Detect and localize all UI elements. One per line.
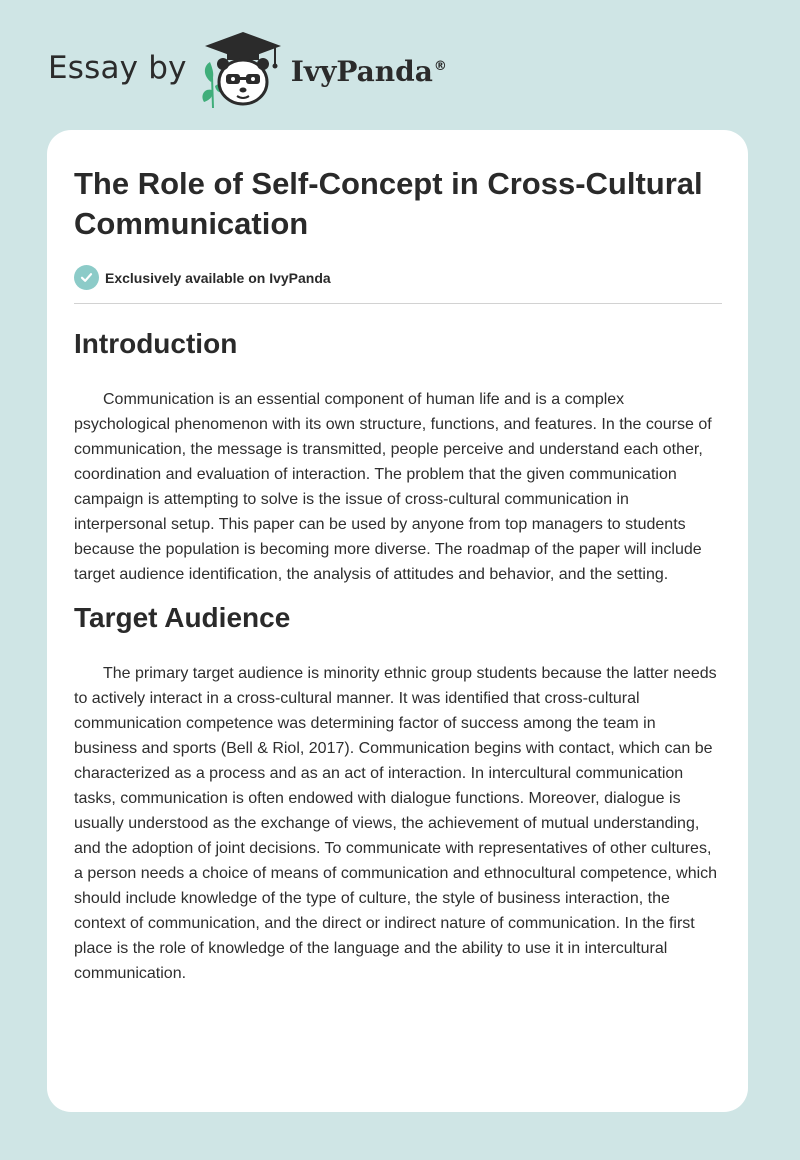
section-heading: Target Audience — [74, 602, 291, 633]
brand-name-text: IvyPanda — [290, 54, 433, 88]
brand-prefix: Essay by — [48, 50, 187, 86]
section-introduction — [74, 327, 722, 587]
section-heading: Introduction — [74, 328, 238, 359]
registered-mark: ® — [433, 59, 447, 75]
badge-text: Exclusively available on IvyPanda — [105, 269, 331, 286]
check-circle-icon — [74, 265, 99, 290]
section-paragraph: Communication is an essential component of human life and is a complex psychological phenomenon with its own structure, functions, and features. In the course of communication, the message is transmitted, people perceive and understand each other, coordination and evaluation of interaction. The problem that the given communication campaign is attempting to solve is the issue of cross-cultural communication in interpersonal setup. This paper can be used by anyone from top managers to students because the population is becoming more diverse. The roadmap of the paper will include target audience identification, the analysis of attitudes and behavior, and the setting. — [74, 391, 712, 583]
section-target-audience — [74, 601, 722, 986]
title-divider — [74, 303, 722, 304]
section-paragraph: The primary target audience is minority ethnic group students because the latter needs to actively interact in a cross-cultural manner. It was identified that cross-cultural communication competence was determining factor of success among the team in business and sports (Bell & Riol, 2017). Communication begins with contact, which can be characterized as a process and as an act of interaction. In intercultural communication tasks, communication is often endowed with dialogue functions. Moreover, dialogue is usually understood as the exchange of views, the achievement of mutual understanding, and the adoption of joint decisions. To communicate with representatives of other cultures, a person needs a choice of means of communication and ethnocultural competence, which should include knowledge of the type of culture, the style of business interaction, the context of communication, and the direct or indirect nature of communication. In the first place is the role of knowledge of the language and the ability to use it in intercultural communication. — [74, 665, 718, 982]
exclusive-badge — [74, 265, 722, 290]
essay-card — [47, 130, 748, 1112]
brand-name — [291, 55, 447, 88]
panda-graduation-cap-icon — [199, 30, 287, 110]
essay-title: The Role of Self-Concept in Cross-Cultural Communication — [74, 166, 703, 241]
site-brand[interactable] — [48, 30, 447, 110]
